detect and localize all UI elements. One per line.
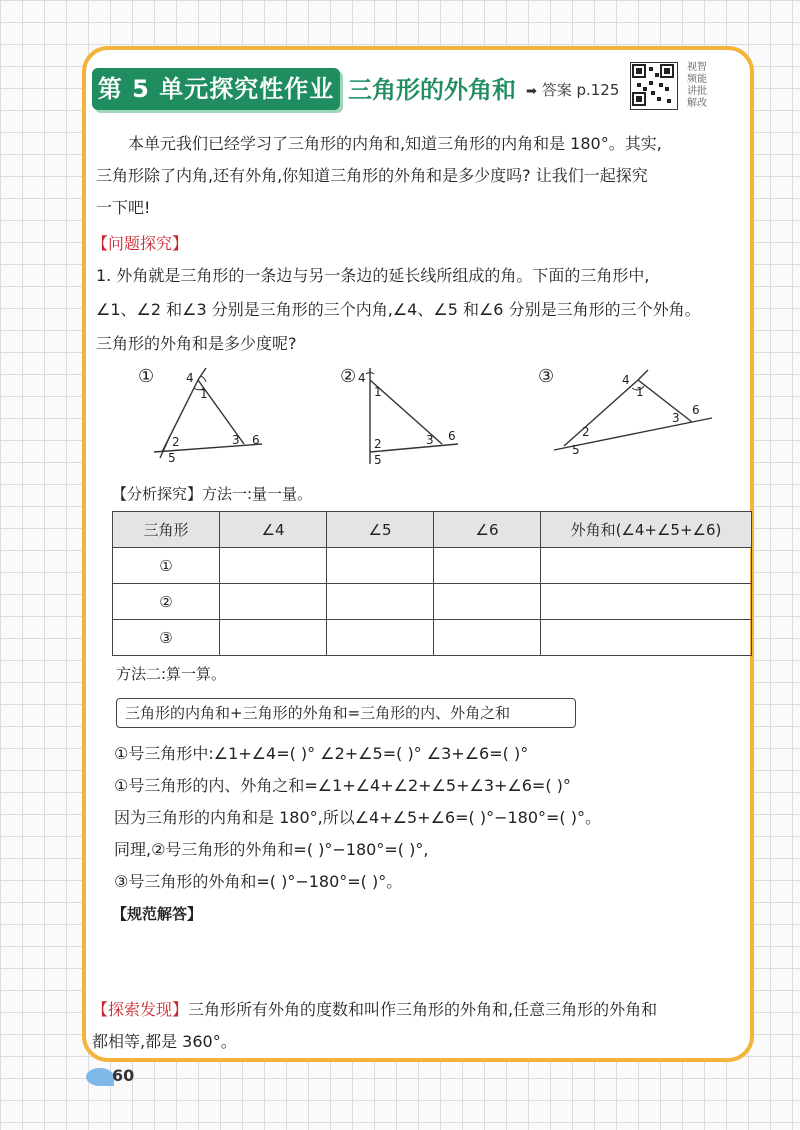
answer-heading: 【规范解答】 (112, 905, 203, 923)
calc-line: ①号三角形的内、外角之和=∠1+∠4+∠2+∠5+∠3+∠6=( )° (114, 776, 571, 795)
svg-text:1: 1 (636, 385, 644, 399)
figure-label: ③ (538, 366, 555, 387)
arrow-icon: ➡ (526, 84, 537, 99)
wave-icon (86, 1068, 114, 1086)
discovery-line: 都相等,都是 360°。 (92, 1032, 237, 1051)
qr-code[interactable] (630, 62, 678, 110)
calc-line: ③号三角形的外角和=( )°−180°=( )°。 (114, 872, 403, 891)
question-line: ∠1、∠2 和∠3 分别是三角形的三个内角,∠4、∠5 和∠6 分别是三角形的三个外角。 (96, 300, 701, 319)
discovery-line (92, 998, 657, 1022)
qr-icon (631, 63, 675, 107)
question-line: 1. 外角就是三角形的一条边与另一条边的延长线所组成的角。下面的三角形中, (96, 266, 650, 285)
svg-text:2: 2 (172, 435, 180, 449)
figure-label: ② (340, 366, 357, 387)
answer-cell[interactable] (327, 548, 434, 584)
intro-line: 本单元我们已经学习了三角形的内角和,知道三角形的内角和是 180°。其实, (128, 134, 662, 153)
answer-cell[interactable] (327, 620, 434, 656)
answer-cell[interactable] (220, 620, 327, 656)
intro-line: 一下吧! (96, 198, 151, 217)
table-header: 外角和(∠4+∠5+∠6) (541, 512, 752, 548)
svg-text:6: 6 (692, 403, 700, 417)
answer-cell[interactable] (541, 548, 752, 584)
answer-reference-text: 答案 p.125 (541, 81, 620, 99)
calc-line: ①号三角形中:∠1+∠4=( )° ∠2+∠5=( )° ∠3+∠6=( )° (114, 744, 529, 763)
answer-cell[interactable] (327, 584, 434, 620)
table-cell: ② (113, 584, 220, 620)
qr-tags (682, 62, 712, 110)
answer-cell[interactable] (434, 620, 541, 656)
svg-text:5: 5 (572, 443, 580, 457)
page-title: 三角形的外角和 (348, 76, 516, 104)
section-problem: 【问题探究】 (92, 234, 189, 253)
svg-text:3: 3 (672, 411, 680, 425)
svg-text:4: 4 (358, 371, 366, 385)
page-number: 60 (112, 1066, 135, 1085)
qr-tag: 视智 (687, 62, 707, 73)
triangle-1 (154, 368, 262, 465)
answer-cell[interactable] (541, 620, 752, 656)
svg-text:2: 2 (374, 437, 382, 451)
svg-text:6: 6 (448, 429, 456, 443)
intro-line: 三角形除了内角,还有外角,你知道三角形的外角和是多少度吗? 让我们一起探究 (96, 166, 648, 185)
table-row (113, 584, 752, 620)
discovery-text: 三角形所有外角的度数和叫作三角形的外角和,任意三角形的外角和 (188, 1000, 658, 1019)
svg-text:2: 2 (582, 425, 590, 439)
table-header-row (113, 512, 752, 548)
table-header: ∠6 (434, 512, 541, 548)
discovery-tag: 【探索发现】 (92, 1000, 189, 1019)
question-line: 三角形的外角和是多少度呢? (96, 334, 297, 353)
qr-tag: 讲批 (687, 86, 707, 97)
unit-badge: 第 5 单元探究性作业 (92, 68, 340, 110)
angle-table (112, 511, 752, 656)
answer-reference (526, 76, 619, 106)
calc-line: 因为三角形的内角和是 180°,所以∠4+∠5+∠6=( )°−180°=( )°。 (114, 808, 601, 827)
qr-tag: 解改 (687, 98, 707, 109)
svg-text:6: 6 (252, 433, 260, 447)
svg-text:3: 3 (426, 433, 434, 447)
answer-cell[interactable] (434, 584, 541, 620)
table-cell: ① (113, 548, 220, 584)
triangle-figures (120, 360, 740, 470)
svg-text:5: 5 (374, 453, 382, 467)
method-two-heading: 方法二:算一算。 (116, 665, 227, 683)
triangle-2 (358, 368, 458, 467)
table-row (113, 620, 752, 656)
table-row (113, 548, 752, 584)
answer-cell[interactable] (220, 584, 327, 620)
svg-text:3: 3 (232, 433, 240, 447)
answer-cell[interactable] (220, 548, 327, 584)
qr-tag: 频能 (687, 74, 707, 85)
table-cell: ③ (113, 620, 220, 656)
table-header: ∠4 (220, 512, 327, 548)
svg-text:1: 1 (374, 385, 382, 399)
formula-box: 三角形的内角和+三角形的外角和=三角形的内、外角之和 (116, 698, 576, 728)
table-header: ∠5 (327, 512, 434, 548)
svg-text:4: 4 (186, 371, 194, 385)
table-header: 三角形 (113, 512, 220, 548)
svg-text:4: 4 (622, 373, 630, 387)
analysis-heading: 【分析探究】方法一:量一量。 (112, 485, 313, 503)
svg-text:5: 5 (168, 451, 176, 465)
figure-label: ① (138, 366, 155, 387)
svg-text:1: 1 (200, 387, 208, 401)
answer-cell[interactable] (434, 548, 541, 584)
triangle-3 (554, 370, 712, 457)
answer-cell[interactable] (541, 584, 752, 620)
calc-line: 同理,②号三角形的外角和=( )°−180°=( )°, (114, 840, 429, 859)
